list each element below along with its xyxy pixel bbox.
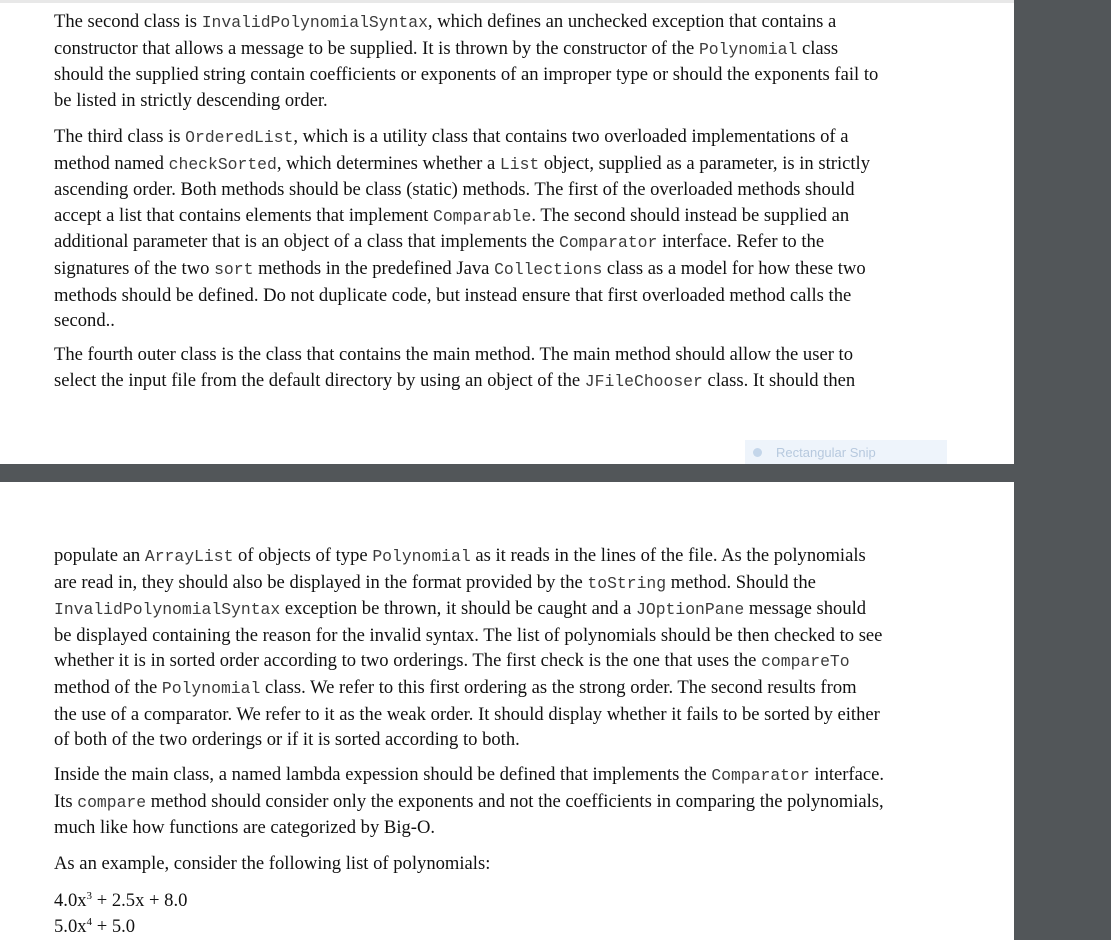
text-line: Inside the main class, a named lambda expession should be defined that implements the Comparator interface. xyxy=(54,764,885,785)
text-line: additional parameter that is an object of a class that implements the Comparator interface. Refer to the xyxy=(54,231,825,253)
paragraph-lambda-comparator xyxy=(54,762,954,841)
text-line: The fourth outer class is the class that contains the main method. The main method should allow the user to xyxy=(54,344,854,365)
text-line: InvalidPolynomialSyntax exception be thrown, it should be caught and a JOptionPane message should xyxy=(54,598,867,620)
code-term: Collections xyxy=(494,259,603,279)
paragraph-invalid-polynomial-syntax xyxy=(54,9,954,113)
code-term: Polynomial xyxy=(698,39,798,59)
code-term: InvalidPolynomialSyntax xyxy=(201,13,428,32)
page-gap xyxy=(0,464,1014,482)
text-line: ascending order. Both methods should be class (static) methods. The first of the overloaded methods should xyxy=(54,179,855,201)
text-line: much like how functions are categorized by Big-O. xyxy=(54,817,436,839)
code-term: Comparator xyxy=(558,233,658,253)
text-line: of both of the two orderings or if it is sorted according to both. xyxy=(54,729,520,751)
polynomial-line: $4.0x^3 + 2.5x + 8.0$ xyxy=(54,890,188,911)
snip-label: Rectangular Snip xyxy=(776,444,876,460)
text-line: populate an ArrayList of objects of type Polynomial as it reads in the lines of the file. As the polynomials xyxy=(54,545,866,566)
code-term: Comparable xyxy=(432,206,532,226)
code-term: OrderedList xyxy=(185,128,294,147)
text-line: constructor that allows a message to be supplied. It is thrown by the constructor of the Polynomial class xyxy=(54,37,839,59)
code-term: JOptionPane xyxy=(636,600,745,620)
document-page-1 xyxy=(0,0,1014,464)
code-term: checkSorted xyxy=(168,154,277,174)
text-line: The second class is InvalidPolynomialSyntax, which defines an unchecked exception that contains a xyxy=(54,11,837,32)
paragraph-example-intro xyxy=(54,851,954,877)
text-line: be displayed containing the reason for the invalid syntax. The list of polynomials should be then checked to see xyxy=(54,624,883,646)
code-term: Polynomial xyxy=(372,547,471,566)
text-line: As an example, consider the following list of polynomials: xyxy=(54,853,491,874)
text-line: select the input file from the default directory by using an object of the JFileChooser class. It should then xyxy=(54,369,856,391)
code-term: toString xyxy=(587,573,667,593)
text-line: be listed in strictly descending order. xyxy=(54,89,328,111)
paragraph-main-class xyxy=(54,342,954,394)
page-top-edge xyxy=(0,0,1014,3)
code-term: Comparator xyxy=(711,766,810,785)
code-term: sort xyxy=(214,259,254,279)
text-line: methods should be defined. Do not duplicate code, but instead ensure that first overloaded method calls the xyxy=(54,284,852,306)
code-term: List xyxy=(499,154,540,174)
text-line: should the supplied string contain coefficients or exponents of an improper type or should the exponents fail to xyxy=(54,64,879,86)
rectangular-snip-tooltip xyxy=(745,440,947,464)
text-line: second.. xyxy=(54,310,115,332)
paragraph-arraylist-population xyxy=(54,543,954,753)
text-line: Its compare method should consider only the exponents and not the coefficients in comparing the polynomials, xyxy=(54,790,884,812)
exponent: 3 xyxy=(86,890,93,902)
code-term: compareTo xyxy=(761,652,850,672)
text-line: accept a list that contains elements that implement Comparable. The second should instead be supplied an xyxy=(54,204,850,226)
paragraph-ordered-list xyxy=(54,124,954,334)
snip-indicator-icon xyxy=(753,448,762,457)
text-line: method of the Polynomial class. We refer to this first ordering as the strong order. The second results from xyxy=(54,676,857,698)
text-line: the use of a comparator. We refer to it as the weak order. It should display whether it fails to be sorted by either xyxy=(54,703,880,725)
code-term: ArrayList xyxy=(144,547,234,566)
text-line: method named checkSorted, which determines whether a List object, supplied as a parameter, is in strictly xyxy=(54,152,870,174)
code-term: Polynomial xyxy=(161,678,261,698)
exponent: 4 xyxy=(86,915,93,928)
document-page-2 xyxy=(0,482,1014,940)
code-term: JFileChooser xyxy=(584,371,703,391)
text-line: are read in, they should also be displayed in the format provided by the toString method. Should the xyxy=(54,571,816,593)
code-term: compare xyxy=(77,792,147,812)
polynomial-example-list xyxy=(54,888,954,939)
text-line: whether it is in sorted order according to two orderings. The first check is the one that uses the compareTo xyxy=(54,650,850,672)
polynomial-line: $5.0x^4 + 5.0$ xyxy=(54,915,136,937)
text-line: The third class is OrderedList, which is a utility class that contains two overloaded implementations of a xyxy=(54,126,849,147)
code-term: InvalidPolynomialSyntax xyxy=(54,600,281,620)
text-line: signatures of the two sort methods in the predefined Java Collections class as a model for how these two xyxy=(54,257,866,279)
